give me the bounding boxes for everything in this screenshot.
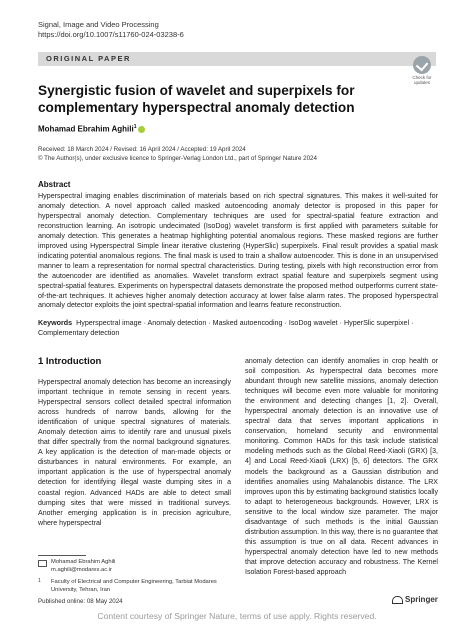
publisher-name: Springer: [405, 595, 438, 604]
check-updates-icon: [413, 56, 431, 74]
affiliation-text: Faculty of Electrical and Computer Engineering, Tarbiat Modares University, Tehran, Iran: [51, 579, 217, 593]
body-right-column: anomaly detection can identify anomalies in crop health or soil composition. As hyperspectral data becomes more abundant through new satellite missions, anomaly detection techniques will become even more valuable for monitoring the environment and detecting changes [1, 2]. Overall, hyperspectral anomaly detection is an innovative use of spectral data that serves important applications in conservation, homeland security and environmental monitoring. Common HADs for this task include statistical modeling methods such as the Global Reed-Xiaoli (GRX) [3, 4] and Local Reed-Xiaoli (LRX) [5, 6] detectors. The GRX models the background as a Gaussian distribution and identifies anomalies using Mahalanobis distance. The LRX improves upon this by estimating background statistics locally to adapt to heterogeneous backgrounds. However, LRX is sensitive to the local window size parameter. The major disadvantage of such methods is the initial Gaussian distribution assumption. In this way, there is no guarantee that this assumption is true on all data. Recent advances in hyperspectral anomaly detection have led to new methods that improve detection accuracy and robustness. The Kernel Isolation Forest-based approach: [245, 358, 438, 576]
abstract-text: Hyperspectral imaging enables discrimination of materials based on rich spectral signatures. This makes it well-suited for anomaly detection. A novel approach called masked autoencoding anomaly detector is proposed in this paper for hyperspectral anomaly detection. Complementary techniques are used for spectral-spatial feature extraction and reconstruction learning. An isotropic undecimated (IsoDog) wavelet transform is first applied with parameters suitable for anomaly detection. This generates a heatmap highlighting potential anomalous regions. These masked regions are further improved using Hyperspectral Simple linear iterative clustering (HyperSlic) superpixels. Final result provides a spatial mask indicating potential anomalous regions. The final mask is used to train a shallow autoencoder. This is done in an unsupervised manner to learn a representation for normal spectral characteristics. During testing, pixels with high reconstruction error from the autoencoder are identified as anomalies. Wavelet transform extract spatial feature and superpixels segment using spectral-spatial features. Experiments on hyperspectral datasets demonstrate the proposed method outperforms current state-of-the-art techniques. It achieves higher anomaly detection accuracy at lower false alarm rates. The proposed hyperspectral anomaly detector exploits the joint spectral-spatial information and learns feature reconstruction.: [38, 192, 438, 310]
springer-horse-icon: [392, 596, 403, 604]
journal-header: [38, 20, 184, 40]
mail-icon: [38, 560, 47, 567]
history-dates: Received: 18 March 2024 / Revised: 16 April 2024 / Accepted: 19 April 2024: [38, 146, 246, 153]
check-updates-label: Check for updates: [412, 75, 432, 85]
courtesy-footer: Content courtesy of Springer Nature, terms of use apply. Rights reserved.: [97, 611, 377, 621]
section-heading: 1 Introduction: [38, 356, 102, 367]
author-name[interactable]: Mohamad Ebrahim Aghili: [38, 124, 134, 134]
article-type-banner: [38, 52, 436, 66]
check-for-updates-badge[interactable]: [406, 56, 438, 85]
doi-link[interactable]: https://doi.org/10.1007/s11760-024-03238-6: [38, 30, 184, 39]
paper-title: Synergistic fusion of wavelet and superpixels for complementary hyperspectral anomaly detection: [38, 83, 355, 115]
author-affil-sup: 1: [133, 124, 137, 130]
affiliation-number: 1: [38, 578, 41, 584]
article-type-label: ORIGINAL PAPER: [46, 54, 131, 63]
journal-name: Signal, Image and Video Processing: [38, 20, 159, 29]
springer-logo: [392, 595, 438, 604]
footnote-author: Mohamad Ebrahim Aghili: [51, 559, 116, 565]
abstract-heading: Abstract: [38, 180, 71, 189]
footnote-divider: [38, 555, 86, 556]
published-online: Published online: 08 May 2024: [38, 598, 123, 605]
author-line: [38, 124, 145, 134]
body-left-column: Hyperspectral anomaly detection has become an increasingly important technique in remote sensing in recent years. Hyperspectral sensors collect detailed spectral information across hundreds of narrow bands, allowing for the identification of unique spectral signatures of materials. Anomaly detection aims to identify rare and unusual pixels that differ spectrally from the normal background signatures. A key application is the detection of man-made objects or disturbances in natural environments. For example, an important application is the use of hyperspectral anomaly detection for identifying illegal waste dumping sites in a coastal region. Advanced HADs are able to detect small dumping sites that were missed in traditional surveys. Another emerging application is in precision agriculture, where hyperspectral: [38, 379, 231, 527]
copyright-line: © The Author(s), under exclusive licence to Springer-Verlag London Ltd., part of Springer Nature 2024: [38, 155, 317, 162]
orcid-icon[interactable]: [138, 126, 145, 133]
keywords-label: Keywords: [38, 319, 73, 327]
keywords: [38, 318, 438, 338]
footnote-email[interactable]: m.aghili@modares.ac.ir: [51, 566, 112, 573]
keywords-list: Hyperspectral image · Anomaly detection · Masked autoencoding · IsoDog wavelet · HyperSlic superpixel · Complementary detection: [38, 319, 414, 337]
publication-dates: [38, 145, 317, 163]
